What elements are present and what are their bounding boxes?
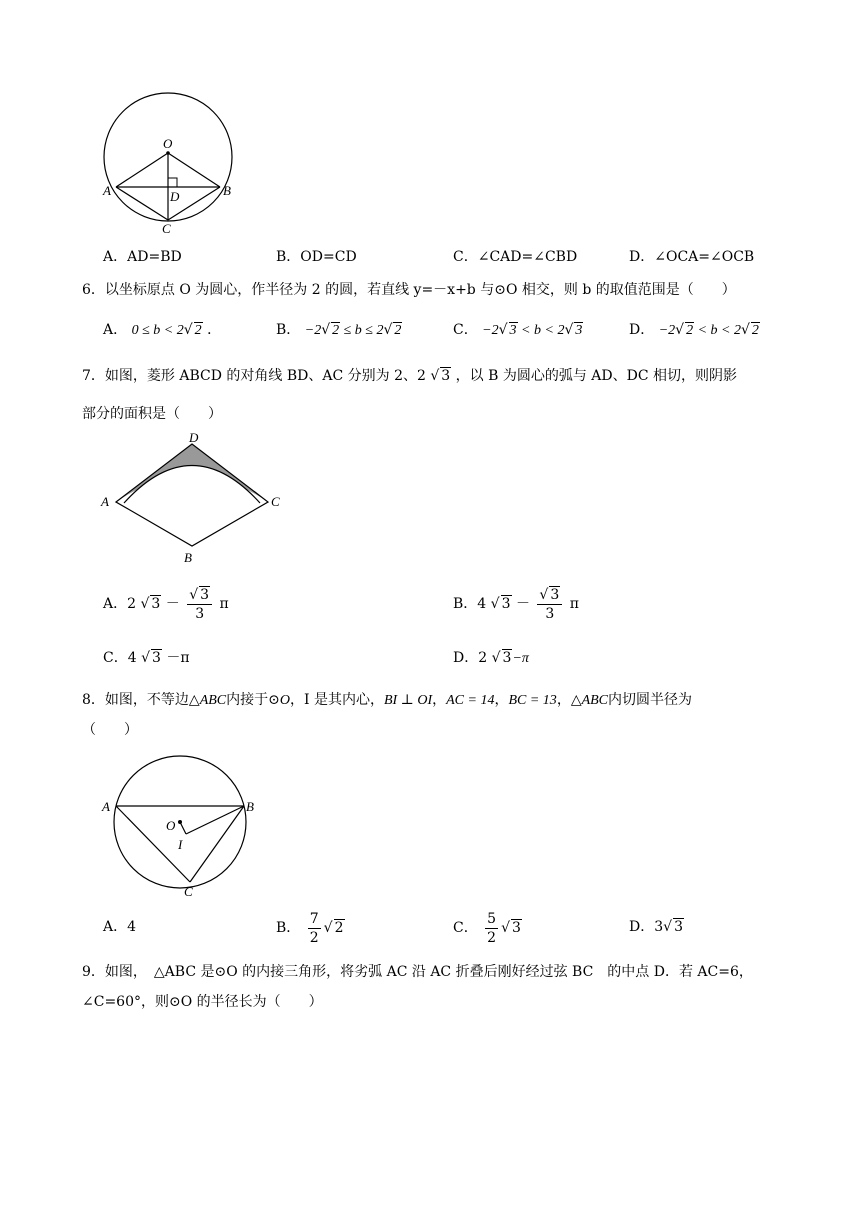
radical-sign: √: [539, 586, 549, 603]
q5-label-o: O: [163, 136, 173, 151]
q7-arc: [124, 466, 260, 504]
q6-option-a[interactable]: A． 0 ≤ b < 2√ 2 ．: [103, 322, 222, 338]
q8-label-i: I: [178, 837, 183, 852]
radical-sign: √: [663, 919, 673, 935]
radical-sign: √: [140, 596, 150, 612]
q7-label-d: D: [189, 430, 199, 445]
q5-right-angle-mark: [168, 178, 177, 187]
radical-sign: √: [430, 368, 440, 384]
q8-label-o: O: [166, 818, 176, 833]
q7-label-b: B: [184, 550, 192, 565]
q6-option-d[interactable]: D． −2√ 2 < b < 2√ 2: [629, 322, 759, 338]
q5-option-d[interactable]: D．∠OCA=∠OCB: [629, 249, 755, 265]
q8-label-b: B: [246, 799, 254, 814]
q5-line-oa: [116, 153, 168, 187]
q5-label-b: B: [223, 183, 231, 198]
q7-label-a: A: [101, 494, 109, 509]
radical-sign: √: [323, 920, 333, 936]
radical-sign: √: [321, 322, 331, 338]
q9-stem-line1: 9．如图， △ABC 是⊙O 的内接三角形，将劣弧 AC 沿 AC 折叠后刚好经过弦 BC 的中点 D．若 AC=6，: [82, 964, 753, 980]
fraction: $\frac{7}{2}$: [309, 910, 319, 946]
q5-line-ob: [168, 153, 220, 187]
q7-label-c: C: [271, 494, 280, 509]
q8-point-o: [178, 820, 182, 824]
q6-option-c[interactable]: C． −2√ 3 < b < 2√ 3: [453, 322, 583, 338]
q7-figure: [96, 430, 296, 570]
q8-figure: [96, 750, 266, 902]
q5-label-d: D: [170, 189, 180, 204]
q5-label-c: C: [162, 221, 171, 236]
q8-option-d[interactable]: D．3√ 3: [629, 919, 683, 935]
radical-sign: √: [183, 322, 193, 338]
q8-label-c: C: [184, 884, 193, 899]
fraction: $\frac{√ 3}{3}$: [187, 586, 212, 623]
q8-label-a: A: [102, 799, 110, 814]
q7-stem-line1: 7．如图，菱形 ABCD 的对角线 BD、AC 分别为 2、2 √ 3 ，以 B 为圆心的弧与 AD、DC 相切，则阴影: [82, 368, 738, 384]
q9-stem-line2: ∠C=60°，则⊙O 的半径长为（ ）: [82, 994, 323, 1010]
radical-sign: √: [498, 322, 508, 338]
q8-stem-line1: 8．如图，不等边△ABC内接于⊙O，I 是其内心，BI ⊥ OI，AC = 14，BC = 13，△ABC内切圆半径为: [82, 692, 693, 708]
fraction: $\frac{5}{2}$: [487, 910, 497, 946]
q7-option-c[interactable]: C．4 √ 3 －π: [103, 650, 190, 666]
q7-stem-line2: 部分的面积是（ ）: [82, 406, 222, 422]
q7-option-d[interactable]: D．2 √ 3−π: [453, 650, 529, 666]
radical-sign: √: [740, 322, 750, 338]
q7-option-a[interactable]: A．2 √ 3 － $\frac{√ 3}{3}$ π: [103, 586, 229, 622]
radical-sign: √: [141, 650, 151, 666]
sqrt-sign: 2: [194, 323, 202, 338]
q8-segment-oi: [180, 822, 186, 834]
q8-option-c[interactable]: C． $\frac{5}{2}$ √ 3: [453, 910, 521, 946]
q5-option-a[interactable]: A．AD=BD: [103, 249, 182, 265]
q5-option-c[interactable]: C．∠CAD=∠CBD: [453, 249, 578, 265]
q8-option-b[interactable]: B． $\frac{7}{2}$ √ 2: [276, 910, 344, 946]
q5-label-a: A: [103, 183, 111, 198]
radical-sign: √: [189, 586, 199, 603]
radical-sign: √: [491, 650, 501, 666]
fraction: $\frac{√ 3}{3}$: [537, 586, 562, 623]
radical-sign: √: [501, 920, 511, 936]
q6-stem: 6．以坐标原点 O 为圆心，作半径为 2 的圆，若直线 y=－x+b 与⊙O 相交，则 b 的取值范围是（ ）: [82, 282, 736, 298]
radical-sign: √: [564, 322, 574, 338]
radical-sign: √: [490, 596, 500, 612]
q8-option-a[interactable]: A．4: [103, 919, 137, 935]
q5-figure: [96, 80, 246, 240]
q7-option-b[interactable]: B．4 √ 3 － $\frac{√ 3}{3}$ π: [453, 586, 579, 622]
q5-point-o: [166, 151, 170, 155]
q8-stem-line2: （ ）: [82, 722, 138, 738]
q5-option-b[interactable]: B．OD=CD: [276, 249, 357, 265]
radical-sign: √: [383, 322, 393, 338]
radical-sign: √: [675, 322, 685, 338]
q8-segment-ib: [186, 806, 244, 834]
q8-side-bc: [190, 806, 244, 882]
q6-option-b[interactable]: B． −2√ 2 ≤ b ≤ 2√ 2: [276, 322, 402, 338]
